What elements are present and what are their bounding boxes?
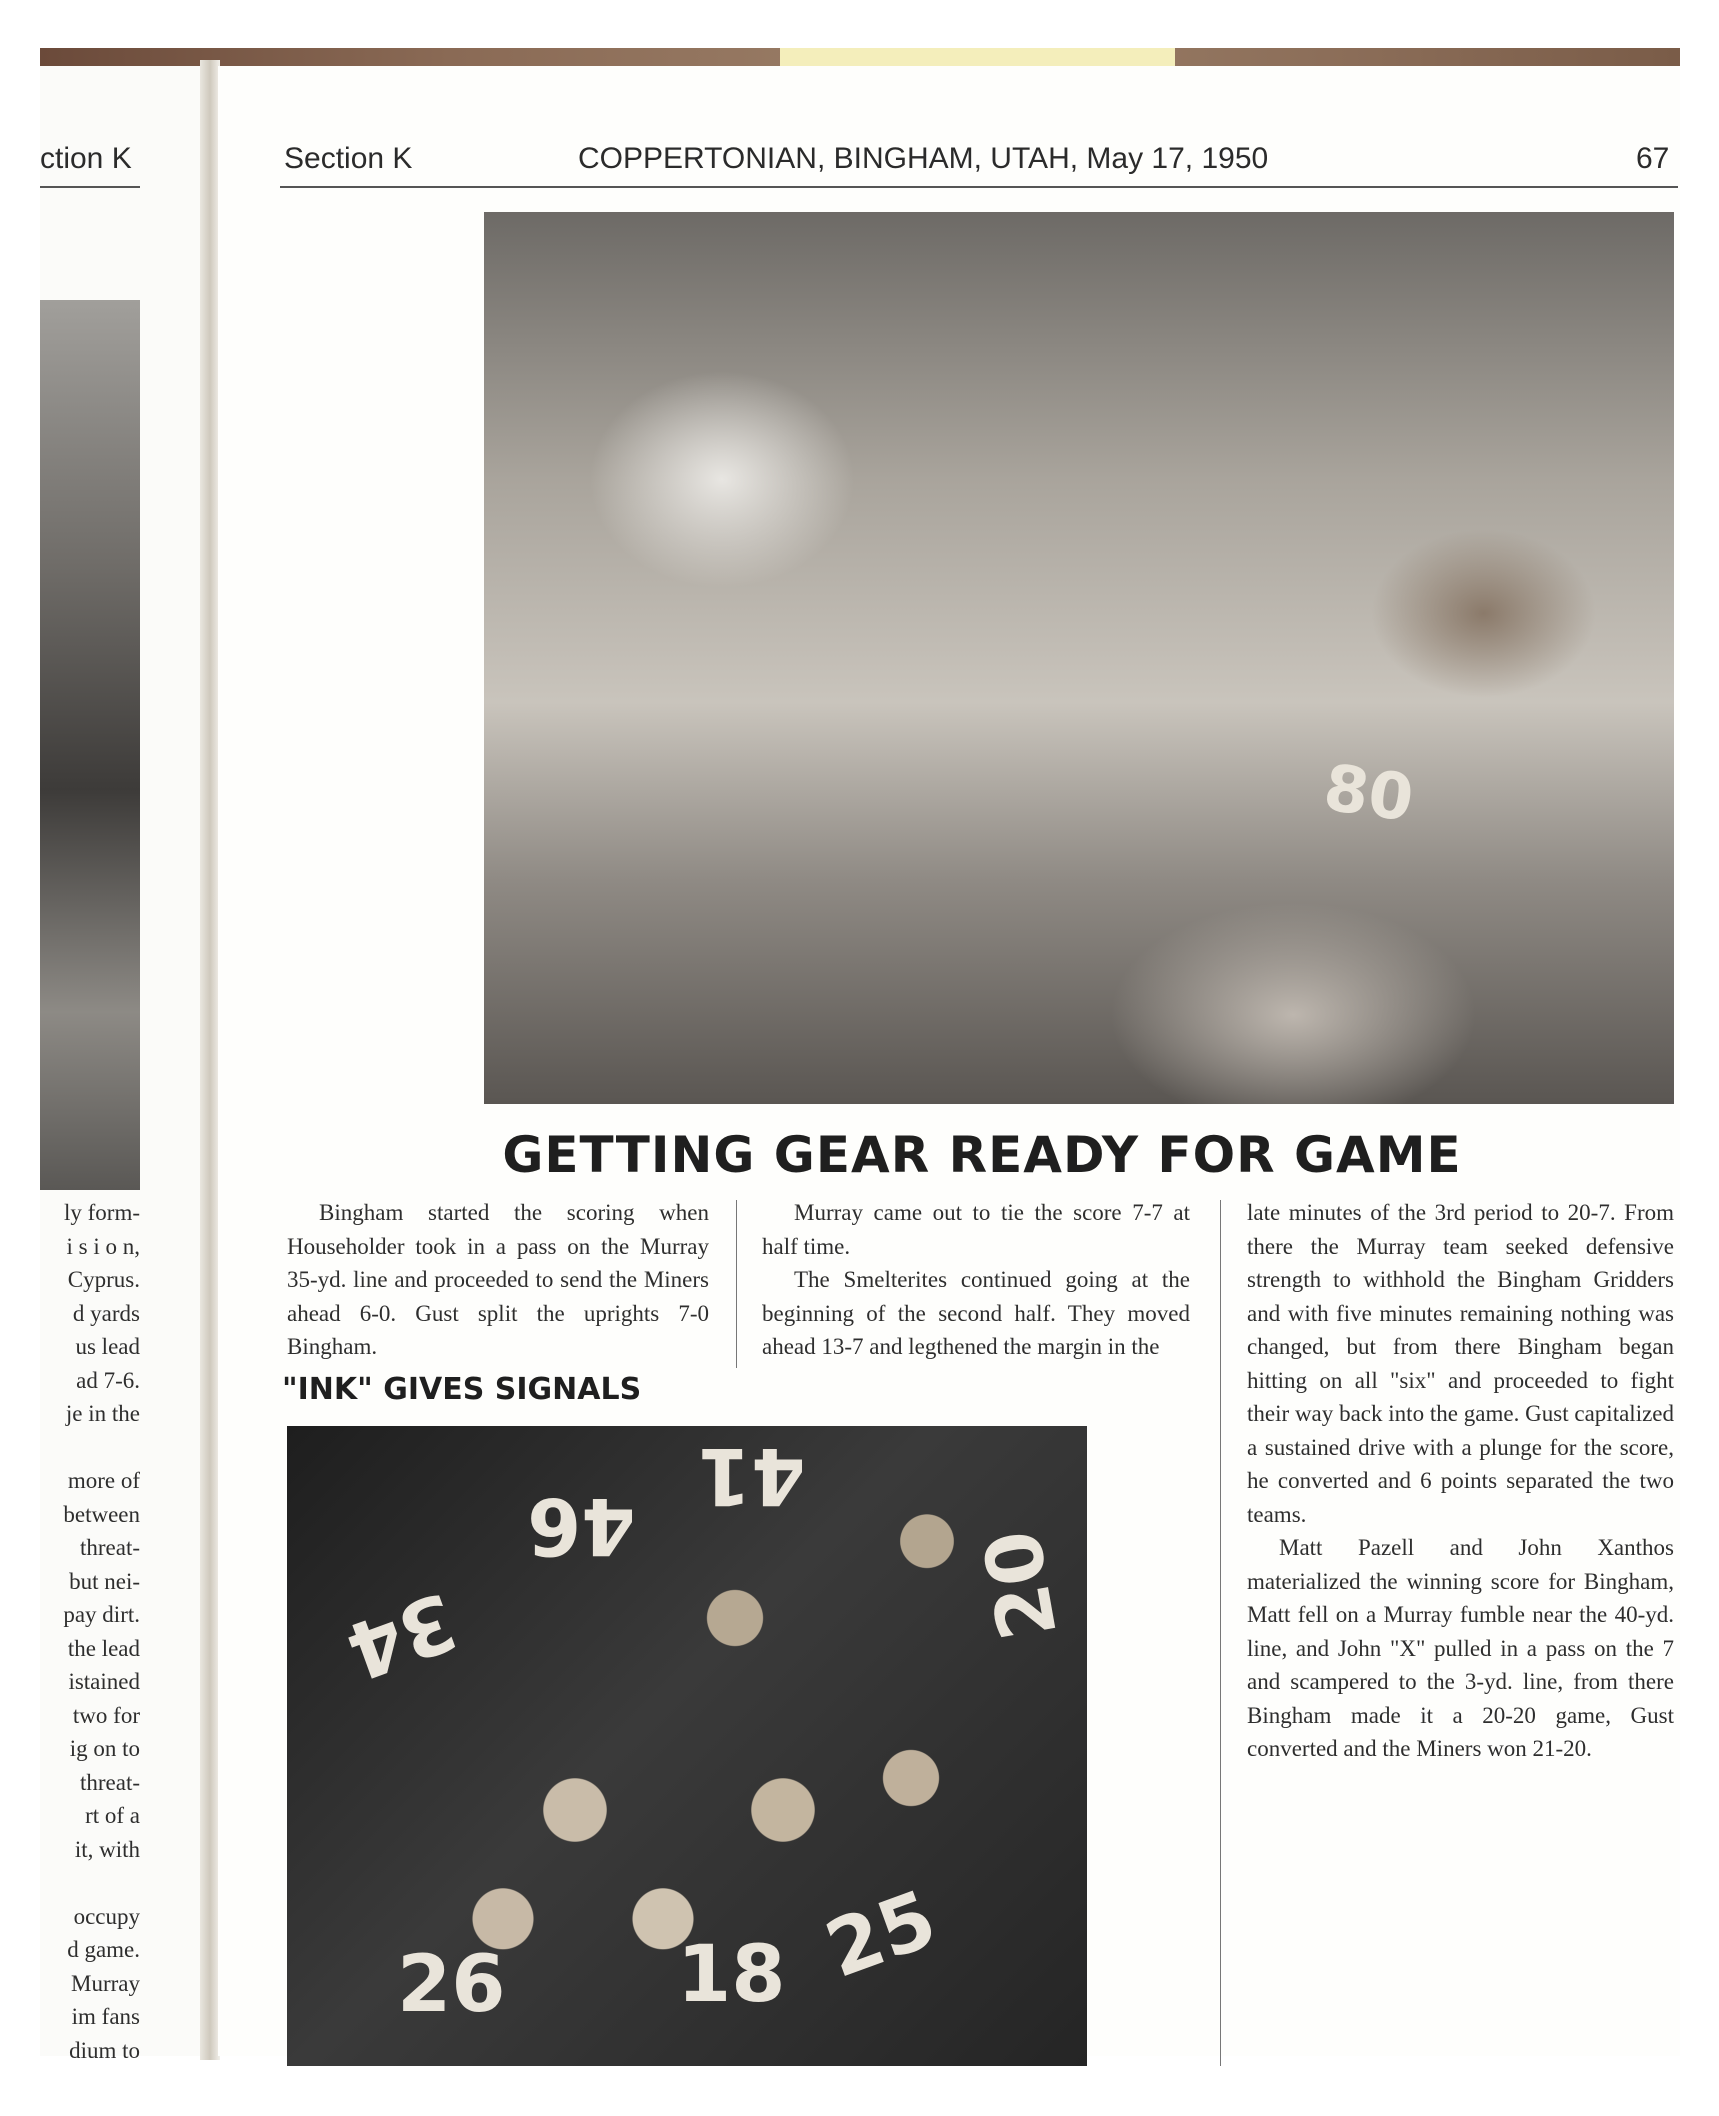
- left-line: je in the: [65, 1401, 140, 1426]
- left-line: Murray: [71, 1970, 140, 1996]
- paragraph: Bingham started the scoring when Householder took in a pass on the Murray 35-yd. line and proceeded to send the Miners ahead 6-0. Gust split the uprights 7-0 Bingham.: [287, 1200, 709, 1359]
- headline: GETTING GEAR READY FOR GAME: [502, 1126, 1462, 1184]
- left-line: rt of a: [85, 1803, 140, 1828]
- article-column-1: [287, 1196, 709, 1364]
- page-number: 67: [1636, 142, 1670, 175]
- masthead-title: COPPERTONIAN, BINGHAM, UTAH, May 17, 1950: [578, 142, 1269, 175]
- book-gutter: [200, 60, 220, 2060]
- left-line: but nei-: [69, 1568, 140, 1594]
- paragraph: Matt Pazell and John Xanthos materialized the winning score for Bingham, Matt fell on a Murray fumble near the 40-yd. line, and John "X" pulled in a pass on the 7 and scampered to the 3-yd. line, from there Bingham made it a 20-20 game, Gust converted and the Miners won 21-20.: [1247, 1535, 1674, 1761]
- jersey-number: 26: [397, 1940, 506, 2030]
- left-line: im fans: [71, 2004, 140, 2029]
- photo-caption-heading: "INK" GIVES SIGNALS: [282, 1372, 642, 1407]
- jersey-number: 46: [527, 1480, 636, 1570]
- left-page-text: [40, 1196, 140, 2067]
- section-label: Section K: [284, 142, 413, 175]
- left-line: threat-: [79, 1769, 140, 1795]
- left-line: istained: [68, 1669, 140, 1694]
- column-rule: [736, 1200, 737, 1368]
- left-line: ly form-: [63, 1200, 140, 1225]
- left-line-gap: [40, 1431, 140, 1465]
- jersey-number: 25: [814, 1874, 948, 1996]
- article-column-2: [762, 1196, 1190, 1364]
- paragraph: The Smelterites continued going at the beginning of the second half. They moved ahead 13-7 and legthened the margin in the: [762, 1267, 1190, 1359]
- paragraph: late minutes of the 3rd period to 20-7. From there the Murray team seeked defensive strength to withhold the Bingham Gridders and with five minutes remaining nothing was changed, but from there Bingham began hitting on all "six" and proceeded to fight their way back into the game. Gust capitalized a sustained drive with a plunge for the score, he converted and 6 points separated the two teams.: [1247, 1200, 1674, 1527]
- left-page-header: ction K: [40, 142, 132, 175]
- left-line: occupy: [73, 1903, 140, 1929]
- left-line: between: [63, 1501, 140, 1527]
- left-line: more of: [67, 1468, 140, 1493]
- left-line: dium to: [69, 2037, 140, 2063]
- left-line: us lead: [75, 1334, 140, 1359]
- left-page-photo: [40, 300, 140, 1190]
- jersey-number: 20: [967, 1523, 1076, 1647]
- locker-room-photo: [484, 212, 1674, 1104]
- left-line: threat-: [79, 1535, 140, 1560]
- jersey-number: 18: [677, 1930, 786, 2020]
- left-line: two for: [72, 1702, 140, 1728]
- left-line: d game.: [67, 1937, 140, 1962]
- left-line: Cyprus.: [67, 1267, 140, 1292]
- left-line-gap: [40, 1866, 140, 1900]
- left-line: pay dirt.: [63, 1602, 140, 1627]
- paragraph: Murray came out to tie the score 7-7 at half time.: [762, 1200, 1190, 1259]
- jersey-number: 80: [1319, 751, 1418, 837]
- column-rule: [1220, 1200, 1221, 2066]
- left-line: it, with: [74, 1836, 140, 1862]
- left-line: ig on to: [69, 1736, 140, 1761]
- huddle-photo: [287, 1426, 1087, 2066]
- jersey-number: 41: [697, 1430, 806, 1520]
- header-rule: [280, 186, 1678, 188]
- left-header-rule: [40, 186, 140, 188]
- jersey-number: 34: [334, 1574, 468, 1696]
- left-line: ad 7-6.: [76, 1367, 140, 1393]
- article-column-3: [1247, 1196, 1674, 1766]
- left-line: the lead: [67, 1635, 140, 1661]
- left-line: d yards: [72, 1300, 140, 1326]
- left-line: i s i o n,: [66, 1233, 140, 1259]
- page-margin: [1680, 60, 1719, 2060]
